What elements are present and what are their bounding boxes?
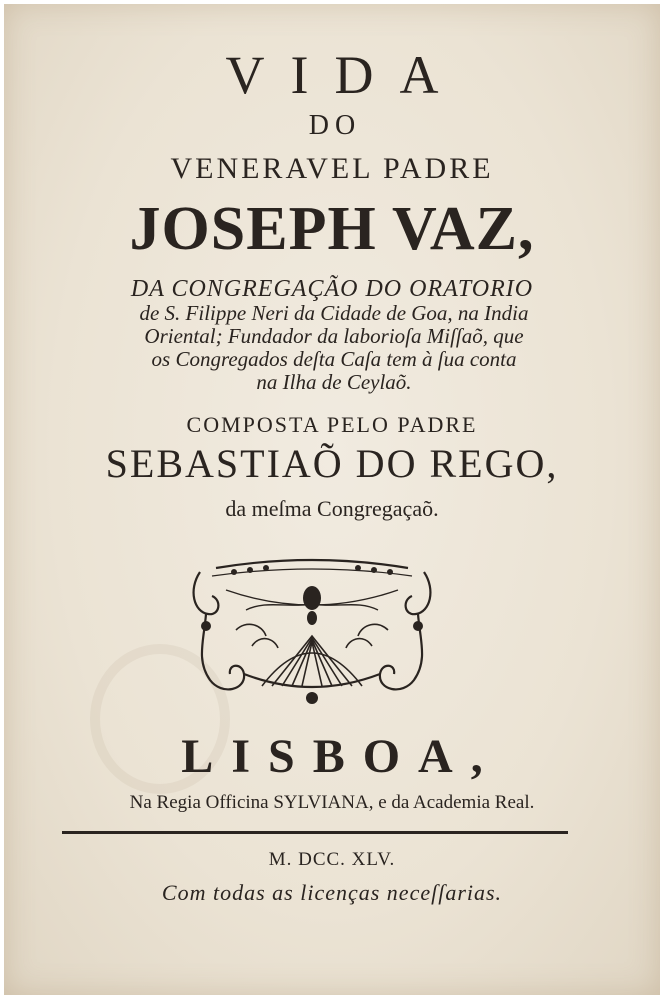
description-line: os Congregados deſta Caſa tem à ſua conta [151,347,517,371]
horizontal-rule [62,831,568,834]
description-block [64,302,604,394]
printers-ornament-icon [186,550,438,706]
honorific: VENERAVEL PADRE [170,152,494,185]
description-line: na Ilha de Ceylaõ. [256,370,412,394]
description-line: de S. Filippe Neri da Cidade de Goa, na India [139,301,529,325]
imprint-city: LISBOA, [181,730,501,783]
title-connector: DO [308,110,362,141]
congregation-line: DA CONGREGAÇÃO DO ORATORIO [130,276,534,302]
composed-by: COMPOSTA PELO PADRE [186,412,478,437]
licenses-line: Com todas as licenças neceſſarias. [161,880,503,905]
printer-line: Na Regia Officina SYLVIANA, e da Academia Real. [129,792,535,813]
author-name: SEBASTIAÕ DO REGO, [105,441,559,486]
publication-date: M. DCC. XLV. [268,849,396,870]
description-line: Oriental; Fundador da laborioſa Miſſaõ, que [144,324,524,348]
author-affiliation: da meſma Congregaçaõ. [225,496,439,521]
book-title: VIDA [225,45,465,105]
title-page [4,4,660,995]
subject-name: JOSEPH VAZ, [129,195,535,263]
